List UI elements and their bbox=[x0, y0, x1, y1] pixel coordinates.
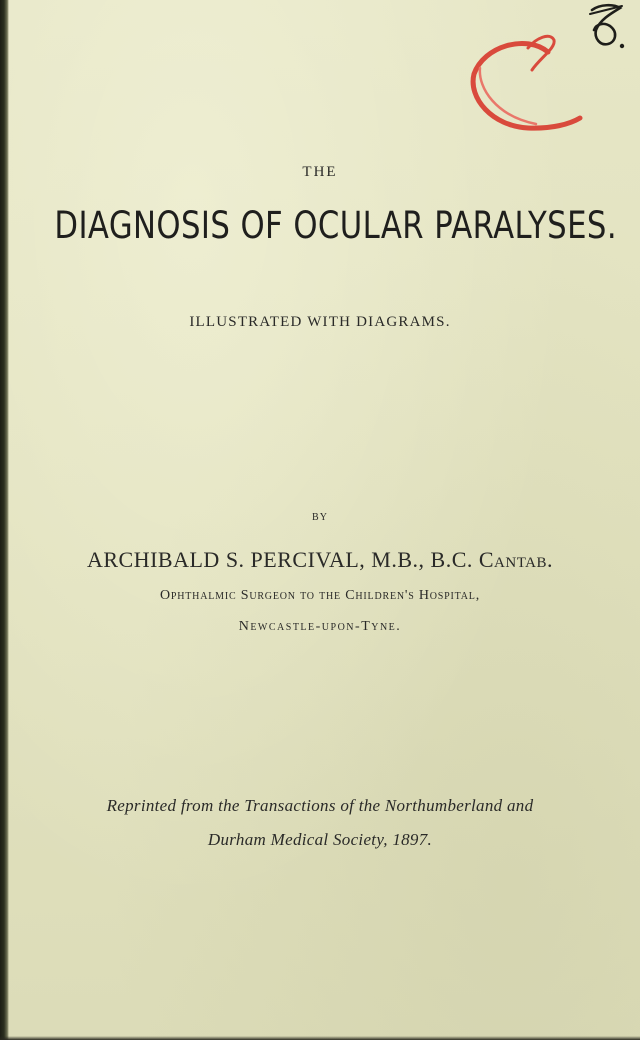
by-label: BY bbox=[312, 512, 328, 523]
subtitle: ILLUSTRATED WITH DIAGRAMS. bbox=[189, 314, 451, 330]
page-title: DIAGNOSIS OF OCULAR PARALYSES. bbox=[54, 204, 617, 247]
handwritten-shelf-mark-icon bbox=[580, 0, 630, 60]
reprint-line-1: Reprinted from the Transactions of the Northumberland and bbox=[106, 796, 534, 815]
page-bottom-edge bbox=[0, 1036, 640, 1040]
author-position: Ophthalmic Surgeon to the Children's Hospital, bbox=[159, 588, 480, 603]
author-degree: Cantab. bbox=[478, 547, 554, 572]
author-name: ARCHIBALD S. PERCIVAL, M.B., B.C. bbox=[86, 547, 473, 572]
title-article: THE bbox=[302, 164, 338, 180]
author-place: Newcastle-upon-Tyne. bbox=[238, 619, 402, 634]
red-crayon-c-mark-icon bbox=[466, 28, 586, 138]
reprint-line-2: Durham Medical Society, 1897. bbox=[207, 830, 433, 849]
author-line bbox=[0, 547, 640, 573]
